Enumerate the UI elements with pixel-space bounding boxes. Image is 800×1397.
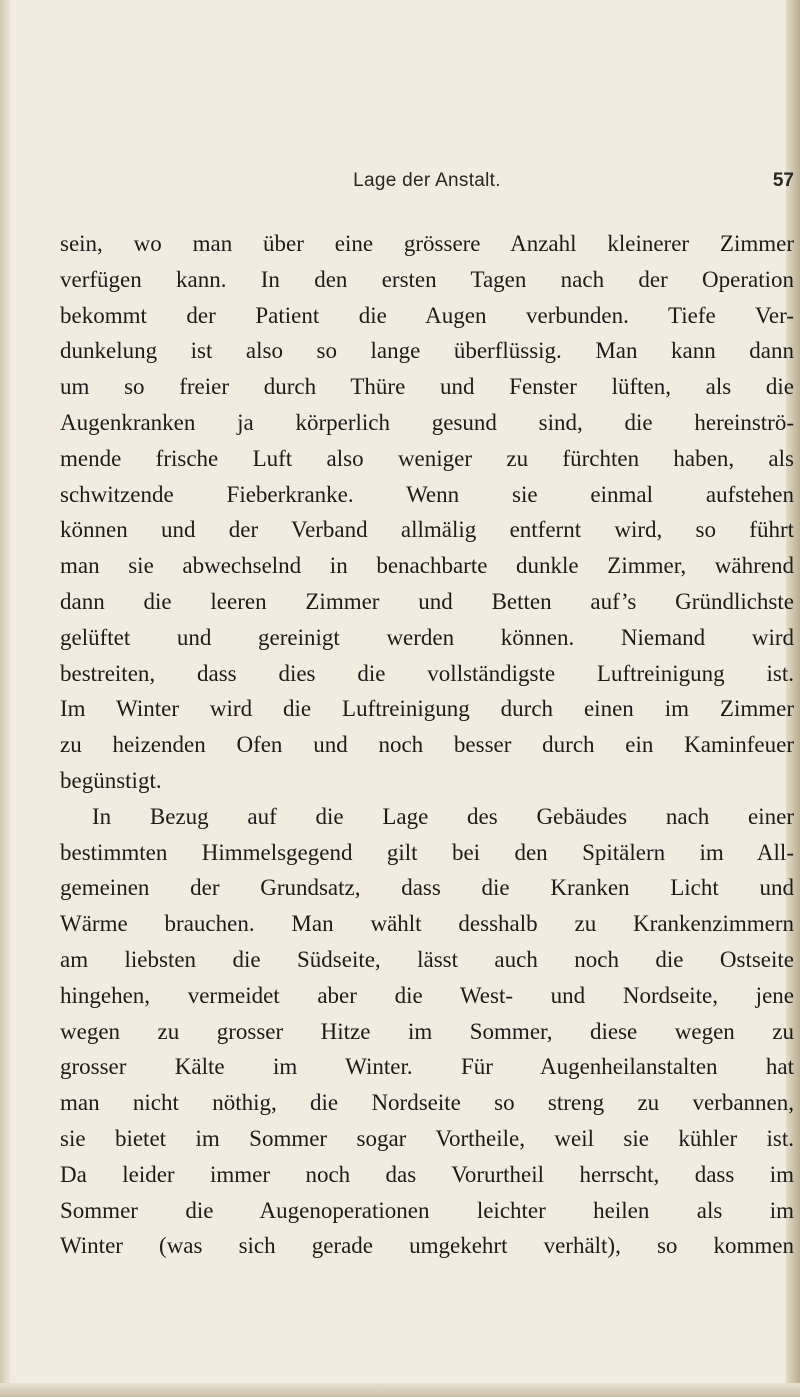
text-line: Augenkranken ja körperlich gesund sind, die hereinströ- [60, 409, 794, 435]
text-line: dunkelung ist also so lange überflüssig. Man kann dann [60, 338, 794, 364]
text-line: können und der Verband allmälig entfernt wird, so führt [60, 517, 794, 543]
text-line: schwitzende Fieberkranke. Wenn sie einmal aufstehen [60, 481, 794, 507]
running-head [60, 170, 794, 196]
text-line: Im Winter wird die Luftreinigung durch einen im Zimmer [60, 696, 794, 722]
text-line: Wärme brauchen. Man wählt desshalb zu Krankenzimmern [60, 911, 794, 937]
text-line-paragraph-start: In Bezug auf die Lage des Gebäudes nach einer [92, 803, 794, 829]
text-line: Sommer die Augenoperationen leichter heilen als im [60, 1197, 794, 1223]
text-line: begünstigt. [60, 767, 162, 793]
text-line: verfügen kann. In den ersten Tagen nach der Operation [60, 266, 794, 292]
running-title: Lage der Anstalt. [353, 170, 501, 191]
text-line: um so freier durch Thüre und Fenster lüften, als die [60, 374, 794, 400]
text-line: grosser Kälte im Winter. Für Augenheilanstalten hat [60, 1054, 794, 1080]
text-line: hingehen, vermeidet aber die West- und Nordseite, jene [60, 982, 794, 1008]
page-number: 57 [772, 170, 794, 191]
text-line: bestreiten, dass dies die vollständigste Luftreinigung ist. [60, 660, 794, 686]
text-line: man sie abwechselnd in benachbarte dunkle Zimmer, während [60, 553, 794, 579]
text-line: mende frische Luft also weniger zu fürchten haben, als [60, 445, 794, 471]
body-text [60, 226, 794, 1264]
text-line: Winter (was sich gerade umgekehrt verhält), so kommen [60, 1233, 794, 1259]
text-line: bekommt der Patient die Augen verbunden. Tiefe Ver- [60, 302, 794, 328]
text-line: zu heizenden Ofen und noch besser durch ein Kaminfeuer [60, 732, 794, 758]
text-line: sein, wo man über eine grössere Anzahl kleinerer Zimmer [60, 231, 794, 256]
text-line: am liebsten die Südseite, lässt auch noch die Ostseite [60, 946, 794, 972]
text-line: gelüftet und gereinigt werden können. Niemand wird [60, 624, 794, 650]
text-line: Da leider immer noch das Vorurtheil herrscht, dass im [60, 1161, 794, 1187]
text-line: wegen zu grosser Hitze im Sommer, diese wegen zu [60, 1018, 794, 1044]
text-line: gemeinen der Grundsatz, dass die Kranken Licht und [60, 875, 794, 901]
text-line: bestimmten Himmelsgegend gilt bei den Spitälern im All- [60, 839, 794, 865]
text-line: dann die leeren Zimmer und Betten auf’s Gründlichste [60, 588, 794, 614]
page-edge-bottom [0, 1383, 800, 1397]
page-edge-left [0, 0, 10, 1397]
text-line: man nicht nöthig, die Nordseite so streng zu verbannen, [60, 1090, 794, 1116]
text-line: sie bietet im Sommer sogar Vortheile, weil sie kühler ist. [60, 1125, 794, 1151]
